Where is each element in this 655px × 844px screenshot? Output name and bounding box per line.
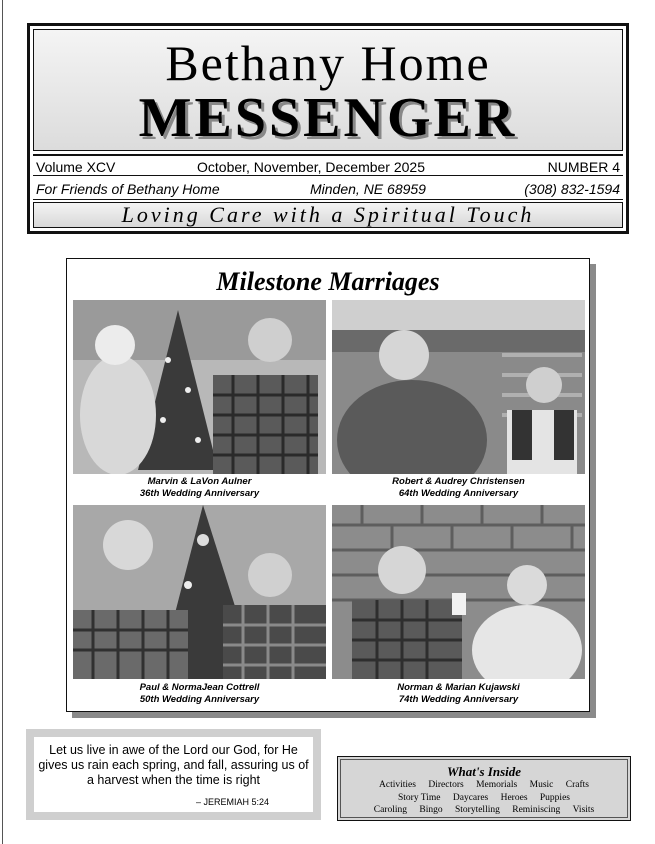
contents-line-2 bbox=[341, 792, 627, 805]
contents-item: Memorials bbox=[476, 780, 518, 790]
couple-photo-christensen bbox=[332, 300, 585, 474]
feature-title: Milestone Marriages bbox=[216, 267, 440, 296]
caption-aulner bbox=[73, 476, 326, 500]
contents-item: Puppies bbox=[539, 792, 570, 803]
masthead bbox=[27, 23, 629, 234]
contents-item: Music bbox=[529, 780, 554, 790]
contents-item: Caroling bbox=[373, 805, 407, 815]
milestone-marriages-feature bbox=[66, 258, 590, 712]
anniversary: 50th Wedding Anniversary bbox=[139, 694, 260, 705]
contents-item: Activities bbox=[379, 780, 416, 790]
scripture-verse-box bbox=[26, 729, 321, 820]
newsletter-title-line1: Bethany Home bbox=[165, 35, 491, 91]
contents-item: Heroes bbox=[500, 792, 528, 803]
scripture-verse-panel bbox=[34, 737, 313, 812]
contents-line-1 bbox=[341, 779, 627, 792]
whats-inside-box bbox=[337, 756, 631, 821]
contents-item: Directors bbox=[428, 780, 464, 790]
issue-dates: October, November, December 2025 bbox=[197, 159, 426, 175]
audience: For Friends of Bethany Home bbox=[36, 181, 220, 197]
issue-number: NUMBER 4 bbox=[547, 159, 620, 175]
volume: Volume XCV bbox=[36, 159, 116, 175]
caption-cottrell bbox=[73, 682, 326, 706]
couple-photo-aulner bbox=[73, 300, 326, 474]
whats-inside-title: What's Inside bbox=[446, 764, 522, 779]
couple-names: Robert & Audrey Christensen bbox=[392, 476, 525, 487]
location: Minden, NE 68959 bbox=[310, 181, 426, 197]
contents-item: Story Time bbox=[398, 792, 441, 803]
whats-inside-panel bbox=[340, 759, 628, 818]
newsletter-title-line2: MESSENGER bbox=[138, 87, 518, 149]
contents-item: Visits bbox=[572, 805, 595, 815]
couple-photo-kujawski bbox=[332, 505, 585, 679]
verse-text: Let us live in awe of the Lord our God, for He gives us rain each spring, and fall, assuring us of a harvest when the time is right bbox=[38, 743, 309, 787]
contents-item: Daycares bbox=[452, 792, 489, 803]
contact-row bbox=[33, 178, 623, 200]
couple-photo-cottrell bbox=[73, 505, 326, 679]
page-edge bbox=[2, 0, 3, 844]
couple-names: Paul & NormaJean Cottrell bbox=[139, 682, 260, 693]
caption-kujawski bbox=[332, 682, 585, 706]
contents-item: Reminiscing bbox=[512, 805, 561, 815]
tagline: Loving Care with a Spiritual Touch bbox=[33, 202, 623, 228]
masthead-title-panel bbox=[33, 29, 623, 151]
contents-item: Crafts bbox=[565, 780, 589, 790]
verse-reference: – JEREMIAH 5:24 bbox=[195, 797, 269, 807]
caption-christensen bbox=[332, 476, 585, 500]
issue-info-row bbox=[33, 154, 623, 176]
contents-item: Bingo bbox=[419, 805, 443, 815]
phone-number: (308) 832-1594 bbox=[524, 181, 620, 197]
contents-line-3 bbox=[341, 804, 627, 817]
couple-names: Norman & Marian Kujawski bbox=[397, 682, 520, 693]
anniversary: 36th Wedding Anniversary bbox=[139, 488, 260, 499]
couple-names: Marvin & LaVon Aulner bbox=[147, 476, 252, 487]
contents-item: Storytelling bbox=[454, 805, 500, 815]
anniversary: 64th Wedding Anniversary bbox=[398, 488, 519, 499]
anniversary: 74th Wedding Anniversary bbox=[398, 694, 519, 705]
